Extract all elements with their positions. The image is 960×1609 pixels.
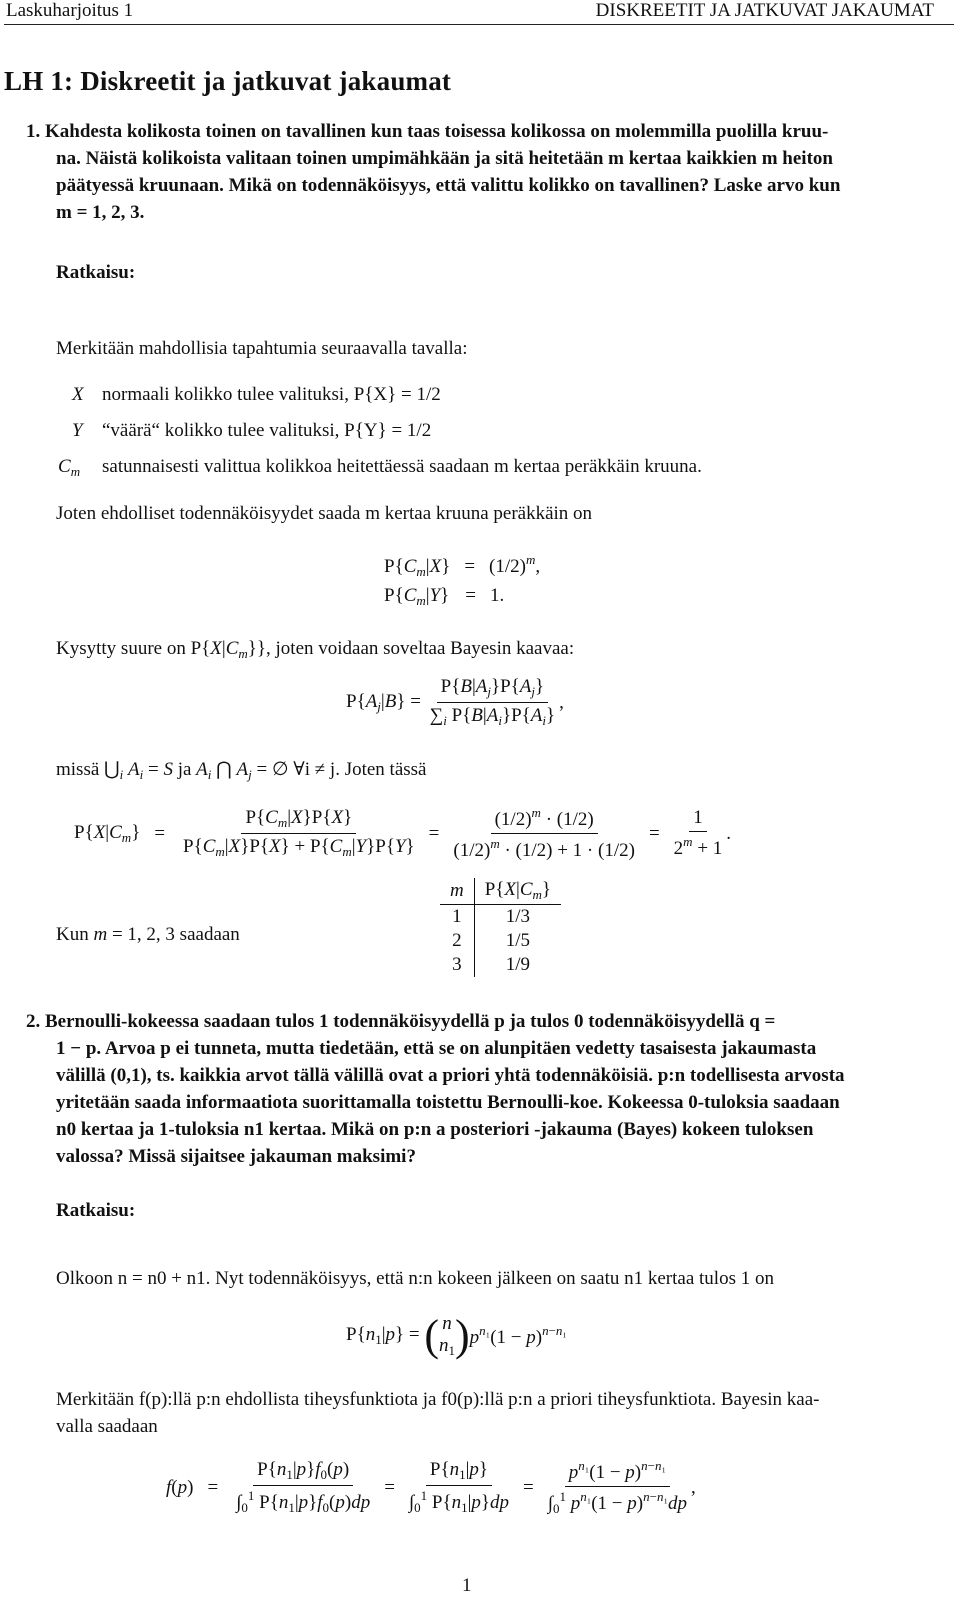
merk-line2: valla saadaan [56, 1416, 158, 1437]
problem2-line4: yritetään saada informaatiota suorittamalla toistettu Bernoulli-koe. Kokeessa 0-tuloksia saadaan [56, 1092, 840, 1113]
posterior-density-equation: f (p) = $\frac{P\{n_1|p\}f_0(p)}{\int_0^1 P\{n_1|p\}f_0(p)dp}$ = $\frac{P\{n_1|p\}}{\int_0^1 P\{n_1|p\}dp}$ = $\frac{p^{n_1}(1 - p)^{n-n_1}}{\int_0^1 p^{n_1}(1 - p)^{n-n_1}dp}$ , [166, 1458, 696, 1516]
problem2-solution-label: Ratkaisu: [56, 1200, 136, 1221]
problem2-line3: välillä (0,1), ts. kaikkia arvot tällä välillä ovat a priori yhtä todennäköisiä. p:n todellisesta arvosta [56, 1065, 845, 1086]
event-x-desc: normaali kolikko tulee valituksi, P{X} = 1/2 [102, 384, 441, 405]
event-cm-desc: satunnaisesti valittua kolikkoa heitettäessä saadaan m kertaa peräkkäin kruuna. [102, 456, 702, 477]
table-header-prob: $P\{X|C_m\}$ [474, 878, 561, 905]
running-header-left: Laskuharjoitus 1 [6, 0, 134, 21]
cond-eq-2: $P\{C_m|Y\} = 1$. [384, 585, 505, 608]
where-text: missä $⋃_i$ $A_i = S$ ja $A_i$ ⋂ $A_j$ = ∅ ∀i ≠ j. Joten tässä [56, 759, 427, 782]
table-row: 2 1/5 [440, 929, 561, 953]
problem2-intro: Olkoon n = n0 + n1. Nyt todennäköisyys, että n:n kokeen jälkeen on saatu n1 kertaa tulos 1 on [56, 1268, 774, 1289]
posterior-equation: $P\{X|C_m\}$ = $\frac{P\{C_m|X\}P\{X\}}{P\{C_m|X\}P\{X\} + P\{C_m|Y\}P\{Y\}}$ = $\frac{(1/2)^m \cdot (1/2)}{(1/2)^m \cdot (1/2) + 1 \cdot (1/2)}$ = $\frac{1}{2^m + 1}$ . [74, 805, 732, 861]
problem1-line4: m = 1, 2, 3. [56, 202, 145, 223]
problem1-line3: päätyessä kruunaan. Mikä on todennäköisyys, että valittu kolikko on tavallinen? Laske arvo kun [56, 175, 841, 196]
table-intro: Kun m = 1, 2, 3 saadaan [56, 924, 240, 945]
cond-eq-1: $P\{C_m|X\} = (1/2)^m$, [384, 552, 541, 579]
problem1-line2: na. Näistä kolikoista valitaan toinen umpimähkään ja sitä heitetään m kertaa kaikkien m heiton [56, 148, 833, 169]
page-number: 1 [462, 1575, 472, 1596]
event-y-symbol: Y [72, 420, 83, 441]
conditional-text: Joten ehdolliset todennäköisyydet saada m kertaa kruuna peräkkäin on [56, 503, 593, 524]
results-table [440, 878, 561, 977]
problem2-line2: 1 − p. Arvoa p ei tunneta, mutta tiedetään, että se on alunpitäen vedetty tasaisesta jakaumasta [56, 1038, 817, 1059]
event-x-symbol: X [72, 384, 84, 405]
problem1-line1: 1. Kahdesta kolikosta toinen on tavallinen kun taas toisessa kolikossa on molemmilla puolilla kruu- [26, 121, 829, 142]
problem1-intro: Merkitään mahdollisia tapahtumia seuraavalla tavalla: [56, 338, 468, 359]
table-row: 1 1/3 [440, 905, 561, 930]
problem2-line5: n0 kertaa ja 1-tuloksia n1 kertaa. Mikä on p:n a posteriori -jakauma (Bayes) kokeen tuloksen [56, 1119, 814, 1140]
bayes-formula: $P\{A_j|B\}$ = $\frac{P\{B|A_j\}P\{A_j\}}{\sum_i P\{B|A_i\}P\{A_i\}}$ , [346, 676, 564, 728]
problem2-line6: valossa? Missä sijaitsee jakauman maksimi? [56, 1146, 416, 1167]
table-header-m: m [440, 878, 474, 905]
event-cm-symbol: $C_m$ [58, 456, 81, 479]
problem2-line1: 2. Bernoulli-kokeessa saadaan tulos 1 todennäköisyydellä p ja tulos 0 todennäköisyydellä q = [26, 1011, 776, 1032]
header-rule [4, 24, 954, 25]
event-y-desc: “väärä“ kolikko tulee valituksi, P{Y} = 1/2 [102, 420, 432, 441]
binomial-equation: $P\{n_1|p\}$ = ( n $n_1$ ) $p^{n_1}(1 - p)^{n-n_1}$ [346, 1311, 567, 1360]
bayes-intro: Kysytty suure on $P\{X|C_m\}$}, joten voidaan soveltaa Bayesin kaavaa: [56, 638, 575, 661]
merk-line1: Merkitään f(p):llä p:n ehdollista tiheysfunktiota ja f0(p):llä p:n a priori tiheysfunktiota. Bayesin kaa- [56, 1389, 820, 1410]
page-title: LH 1: Diskreetit ja jatkuvat jakaumat [4, 66, 452, 96]
running-header-right: DISKREETIT JA JATKUVAT JAKAUMAT [595, 0, 934, 21]
problem1-solution-label: Ratkaisu: [56, 262, 136, 283]
table-row: 3 1/9 [440, 953, 561, 977]
table-header-row [440, 878, 561, 905]
